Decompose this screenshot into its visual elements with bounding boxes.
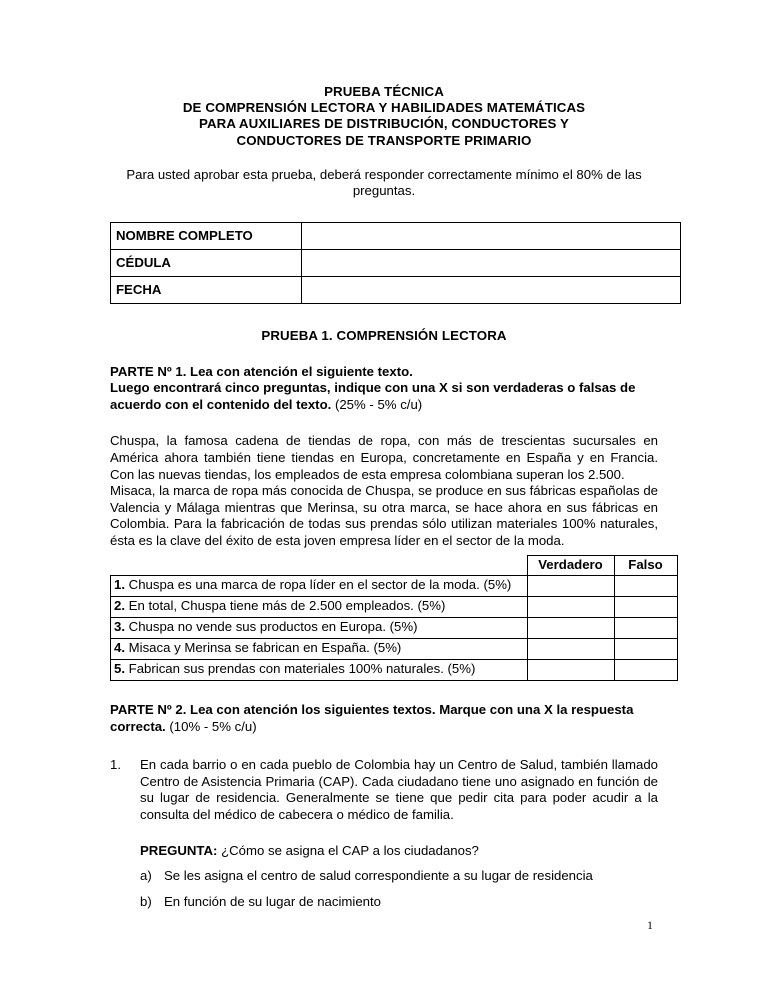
question-1 <box>110 757 658 823</box>
option-b-text: En función de su lugar de nacimiento <box>164 893 382 909</box>
table-header-row <box>111 555 678 575</box>
tf-text-5: Fabrican sus prendas con materiales 100% naturales. (5%) <box>125 660 476 676</box>
question-1-text: En cada barrio o en cada pueblo de Colombia hay un Centro de Salud, también llamado Centro de Asistencia Primaria (CAP). Cada ciudadano tiene uno asignado en función de su lugar de residencia. Generalmente se tiene que pedir cita para poder acudir a la consulta del médico de cabecera o médico de familia. <box>140 757 658 822</box>
tf-checkbox-verdadero-2[interactable] <box>527 596 614 617</box>
tf-checkbox-verdadero-3[interactable] <box>527 617 614 638</box>
tf-number-5: 5. <box>114 660 125 676</box>
tf-column-header-falso: Falso <box>614 555 677 575</box>
tf-checkbox-verdadero-1[interactable] <box>527 575 614 596</box>
question-1-number: 1. <box>110 757 121 773</box>
title-line-4: CONDUCTORES DE TRANSPORTE PRIMARIO <box>236 132 532 148</box>
tf-statement-2 <box>111 596 528 617</box>
table-row <box>111 596 678 617</box>
part1-weight: (25% - 5% c/u) <box>331 396 423 412</box>
true-false-table <box>110 555 678 681</box>
reading-paragraph-2: Misaca, la marca de ropa más conocida de Chuspa, se produce en sus fábricas españolas de Valencia y Málaga mientras que Merinsa, su otra marca, se hace ahora en sus fábricas en Colombia. Para la fabricación de todas sus prendas sólo utilizan materiales 100% naturales, ésta es la clave del éxito de esta joven empresa líder en el sector de la moda. <box>110 483 658 548</box>
identity-table <box>110 222 681 304</box>
reading-paragraph-1: Chuspa, la famosa cadena de tiendas de ropa, con más de trescientas sucursales en América ahora también tiene tiendas en Europa, concretamente en España y en Francia. Con las nuevas tiendas, los empleados de esta empresa colombiana superan los 2.500. <box>110 433 658 482</box>
tf-number-1: 1. <box>114 576 125 592</box>
tf-text-1: Chuspa es una marca de ropa líder en el sector de la moda. (5%) <box>125 576 512 592</box>
question-1-option-a[interactable] <box>140 868 658 885</box>
identity-field-fecha[interactable] <box>302 276 681 303</box>
tf-number-4: 4. <box>114 639 125 655</box>
tf-checkbox-falso-1[interactable] <box>614 575 677 596</box>
title-line-2: DE COMPRENSIÓN LECTORA Y HABILIDADES MATEMÁTICAS <box>182 100 586 116</box>
part2-instructions <box>110 702 658 735</box>
tf-checkbox-verdadero-4[interactable] <box>527 638 614 659</box>
table-row <box>111 276 681 303</box>
question-1-prompt <box>140 843 658 860</box>
tf-text-4: Misaca y Merinsa se fabrican en España. (5%) <box>125 639 402 655</box>
table-row <box>111 638 678 659</box>
tf-statement-4 <box>111 638 528 659</box>
part1-instructions <box>110 364 658 414</box>
table-row <box>111 617 678 638</box>
table-row <box>111 659 678 680</box>
identity-label-fecha: FECHA <box>111 276 302 303</box>
option-b-letter: b) <box>140 893 152 909</box>
title-line-3: PARA AUXILIARES DE DISTRIBUCIÓN, CONDUCTORES Y <box>198 116 570 132</box>
tf-header-blank <box>111 555 528 575</box>
option-a-letter: a) <box>140 868 152 884</box>
title-line-1: PRUEBA TÉCNICA <box>324 84 444 99</box>
tf-statement-5 <box>111 659 528 680</box>
tf-number-2: 2. <box>114 597 125 613</box>
table-row <box>111 249 681 276</box>
tf-text-2: En total, Chuspa tiene más de 2.500 empleados. (5%) <box>125 597 446 613</box>
tf-checkbox-verdadero-5[interactable] <box>527 659 614 680</box>
identity-label-nombre: NOMBRE COMPLETO <box>111 222 302 249</box>
pregunta-label: PREGUNTA: <box>140 842 218 858</box>
tf-number-3: 3. <box>114 618 125 634</box>
intro-text: Para usted aprobar esta prueba, deberá responder correctamente mínimo el 80% de las preguntas. <box>126 166 642 199</box>
pregunta-text: ¿Cómo se asigna el CAP a los ciudadanos? <box>217 842 479 858</box>
tf-checkbox-falso-4[interactable] <box>614 638 677 659</box>
document-content <box>110 84 663 910</box>
tf-checkbox-falso-5[interactable] <box>614 659 677 680</box>
tf-statement-1 <box>111 575 528 596</box>
part1-line2: Luego encontrará cinco preguntas, indique con una X si son verdaderas o falsas de acuerdo con el contenido del texto. <box>110 380 636 412</box>
part2-weight: (10% - 5% c/u) <box>165 718 257 734</box>
tf-checkbox-falso-3[interactable] <box>614 617 677 638</box>
part2-line1: PARTE Nº 2. Lea con atención los siguientes textos. Marque con una X la respuesta correcta. <box>110 701 634 734</box>
section-heading-prueba1: PRUEBA 1. COMPRENSIÓN LECTORA <box>261 327 507 343</box>
tf-text-3: Chuspa no vende sus productos en Europa. (5%) <box>125 618 418 634</box>
table-row <box>111 222 681 249</box>
identity-label-cedula: CÉDULA <box>111 249 302 276</box>
tf-checkbox-falso-2[interactable] <box>614 596 677 617</box>
table-row <box>111 575 678 596</box>
part1-line1: PARTE Nº 1. Lea con atención el siguiente texto. <box>110 363 413 379</box>
tf-statement-3 <box>111 617 528 638</box>
document-title <box>110 84 658 149</box>
question-1-option-b[interactable] <box>140 894 658 911</box>
option-a-text: Se les asigna el centro de salud correspondiente a su lugar de residencia <box>164 868 593 884</box>
tf-column-header-verdadero: Verdadero <box>527 555 614 575</box>
page-number: 1 <box>647 920 653 932</box>
identity-field-nombre[interactable] <box>302 222 681 249</box>
identity-field-cedula[interactable] <box>302 249 681 276</box>
